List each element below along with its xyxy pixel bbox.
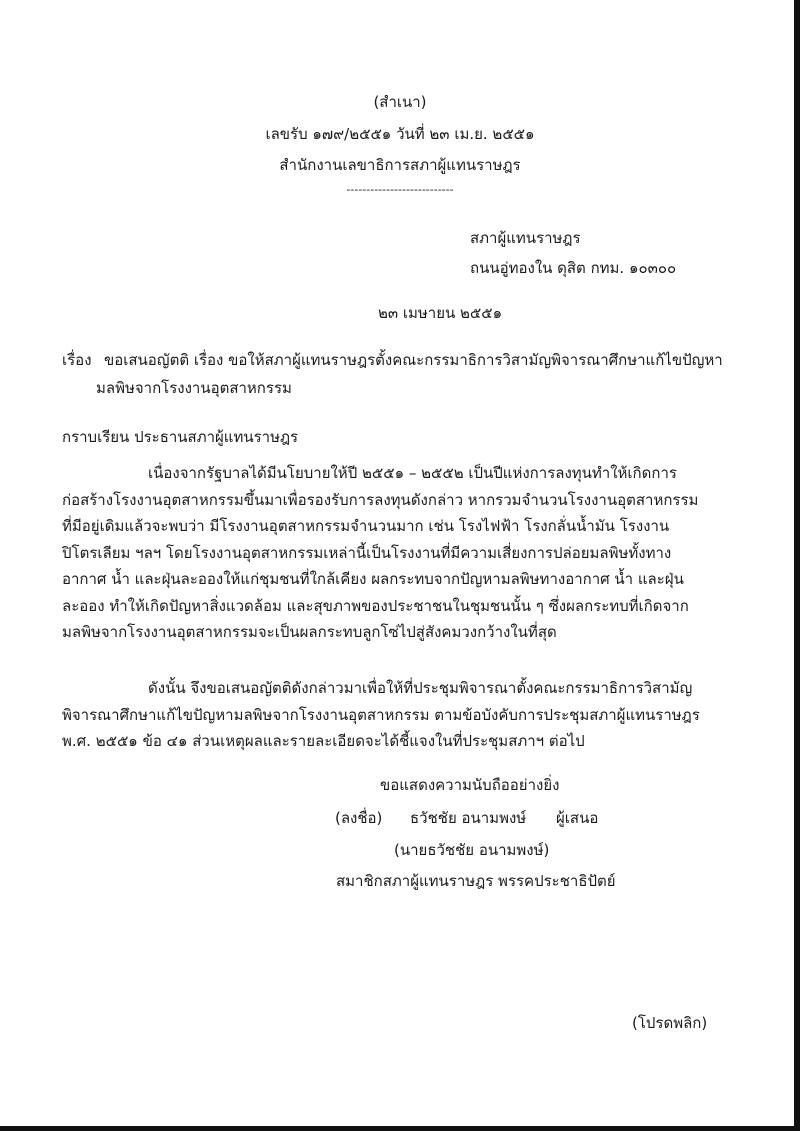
body-paragraph-1: เนื่องจากรัฐบาลได้มีนโยบายให้ปี ๒๕๕๑ – ๒๕๕๒ เป็นปีแห่งการลงทุนทำให้เกิดการก่อสร้างโรงงานอุตสาหกรรมขึ้นมาเพื่อรองรับการลงทุนดังกล่าว หากรวมจำนวนโรงงานอุตสาหกรรมที่มีอยู่เดิมแล้วจะพบว่า มีโรงงานอุตสาหกรรมจำนวนมาก เช่น โรงไฟฟ้า โรงกลั่นน้ำมัน โรงงานปิโตรเลียม ฯลฯ โดยโรงงานอุตสาหกรรมเหล่านี้เป็นโรงงานที่มีความเสี่ยงการปล่อยมลพิษทั้งทางอากาศ น้ำ และฝุ่นละอองให้แก่ชุมชนที่ใกล้เคียง ผลกระทบจากปัญหามลพิษทางอากาศ น้ำ และฝุ่นละออง ทำให้เกิดปัญหาสิ่งแวดล้อม และสุขภาพของประชาชนในชุมชนนั้น ๆ ซึ่งผลกระทบที่เกิดจากมลพิษจากโรงงานอุตสาหกรรมจะเป็นผลกระทบลูกโซ่ไปสู่สังคมวงกว้างในที่สุด [62,464,699,641]
scan-edge-bottom [0,1126,800,1131]
office-name: สำนักงานเลขาธิการสภาผู้แทนราษฎร [279,156,521,174]
signed-name: ธวัชชัย อนามพงษ์ [410,809,527,827]
subject-label: เรื่อง [62,351,92,369]
turn-over-note: (โปรดพลิก) [632,1014,708,1032]
member-position: สมาชิกสภาผู้แทนราษฎร พรรคประชาธิปัตย์ [336,872,616,890]
closing-respect: ขอแสดงความนับถืออย่างยิ่ง [380,776,560,794]
signed-label: (ลงชื่อ) [335,809,383,827]
body-paragraph-2: ดังนั้น จึงขอเสนอญัตติดังกล่าวมาเพื่อให้ที่ประชุมพิจารณาตั้งคณะกรรมาธิการวิสามัญพิจารณาศึกษาแก้ไขปัญหามลพิษจากโรงงานอุตสาหกรรม ตามข้อบังคับการประชุมสภาผู้แทนราษฎร พ.ศ. ๒๕๕๑ ข้อ ๔๑ ส่วนเหตุผลและรายละเอียดจะได้ชี้แจงในที่ประชุมสภาฯ ต่อไป [62,679,700,750]
sender-address-line2: ถนนอู่ทองใน ดุสิต กทม. ๑๐๓๐๐ [470,259,677,277]
receipt-line: เลขรับ ๑๗๙/๒๕๕๑ วันที่ ๒๓ เม.ย. ๒๕๕๑ [265,125,535,143]
scan-edge-right [794,0,800,1131]
letter-date: ๒๓ เมษายน ๒๕๕๑ [378,304,503,322]
subject-line2: มลพิษจากโรงงานอุตสาหกรรม [96,379,292,397]
copy-mark: (สำเนา) [373,93,427,111]
subject-line1: ขอเสนอญัตติ เรื่อง ขอให้สภาผู้แทนราษฎรตั้งคณะกรรมาธิการวิสามัญพิจารณาศึกษาแก้ไขปัญหา [104,351,723,369]
proposer-role: ผู้เสนอ [556,809,599,827]
sender-address-line1: สภาผู้แทนราษฎร [470,229,581,247]
salutation: กราบเรียน ประธานสภาผู้แทนราษฎร [62,428,299,446]
separator-line: --------------------------- [346,183,454,196]
printed-name: (นายธวัชชัย อนามพงษ์) [394,841,550,859]
